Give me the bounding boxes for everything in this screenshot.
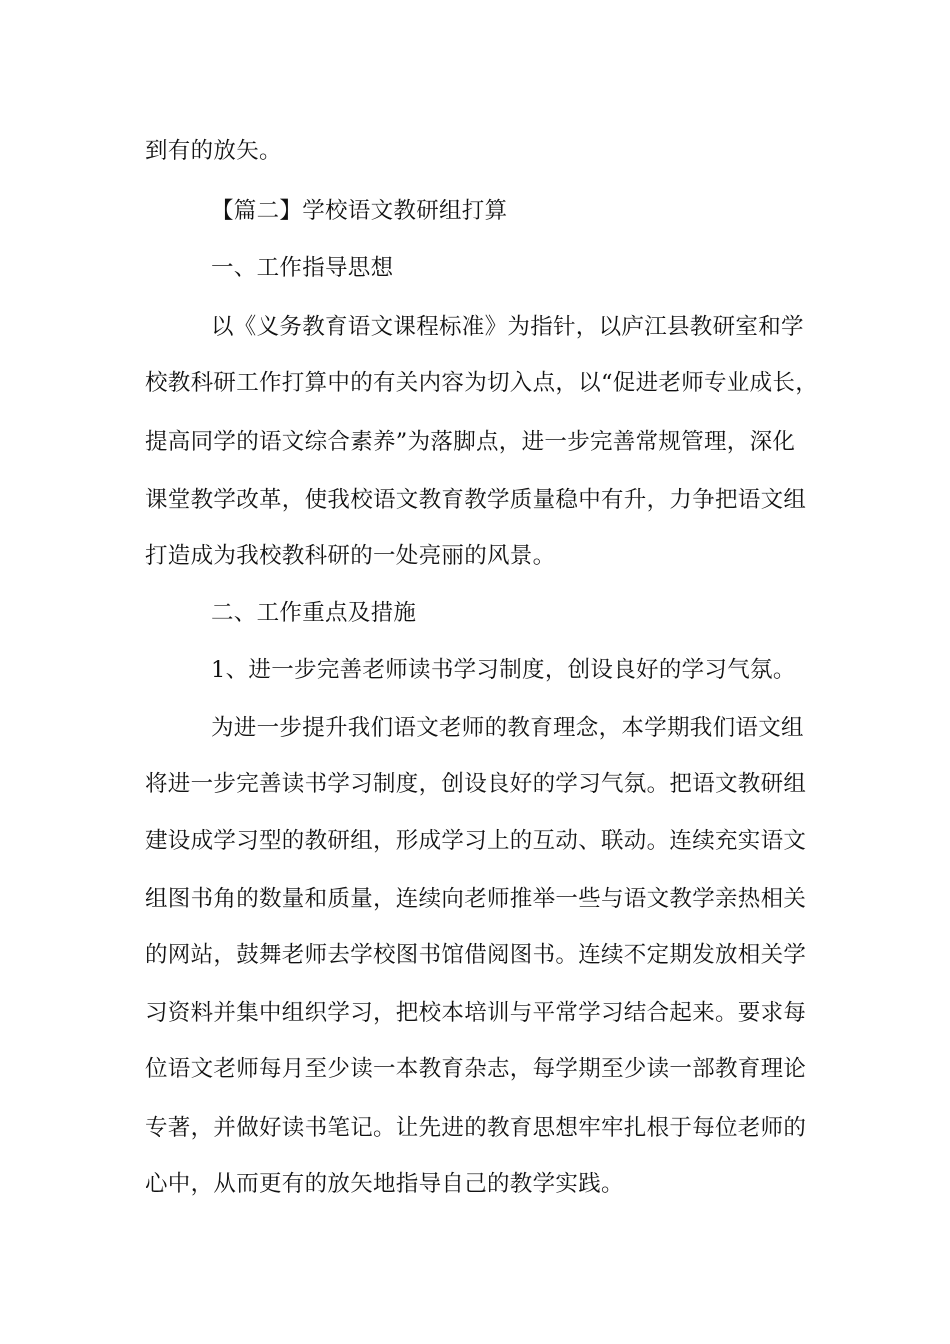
paragraph-line: 以《义务教育语文课程标准》为指针，以庐江县教研室和学 (211, 314, 804, 340)
paragraph-line: 课堂教学改革，使我校语文教育教学质量稳中有升，力争把语文组 (145, 487, 807, 513)
subsection-heading: 一、工作指导思想 (211, 255, 394, 281)
paragraph-line: 位语文老师每月至少读一本教育杂志，每学期至少读一部教育理论 (145, 1056, 807, 1082)
paragraph-line: 习资料并集中组织学习，把校本培训与平常学习结合起来。要求每 (145, 1000, 807, 1026)
paragraph-line: 将进一步完善读书学习制度，创设良好的学习气氛。把语文教研组 (145, 771, 807, 797)
section-heading: 【篇二】学校语文教研组打算 (211, 198, 508, 224)
paragraph-line: 为进一步提升我们语文老师的教育理念，本学期我们语文组 (211, 715, 804, 741)
paragraph-line: 打造成为我校教科研的一处亮丽的风景。 (145, 543, 556, 569)
paragraph-line: 建设成学习型的教研组，形成学习上的互动、联动。连续充实语文 (145, 828, 807, 854)
paragraph-line: 组图书角的数量和质量，连续向老师推举一些与语文教学亲热相关 (145, 886, 807, 912)
paragraph-line: 到有的放矢。 (145, 138, 282, 164)
paragraph-line: 心中，从而更有的放矢地指导自己的教学实践。 (145, 1171, 624, 1197)
paragraph-line: 专著，并做好读书笔记。让先进的教育思想牢牢扎根于每位老师的 (145, 1115, 807, 1141)
subsection-heading: 二、工作重点及措施 (211, 600, 417, 626)
paragraph-line: 的网站，鼓舞老师去学校图书馆借阅图书。连续不定期发放相关学 (145, 942, 807, 968)
list-item-heading: 1、进一步完善老师读书学习制度，创设良好的学习气氛。 (211, 657, 796, 683)
paragraph-line: 校教科研工作打算中的有关内容为切入点，以“促进老师专业成长， (145, 370, 819, 396)
paragraph-line: 提高同学的语文综合素养”为落脚点，进一步完善常规管理，深化 (145, 429, 796, 455)
